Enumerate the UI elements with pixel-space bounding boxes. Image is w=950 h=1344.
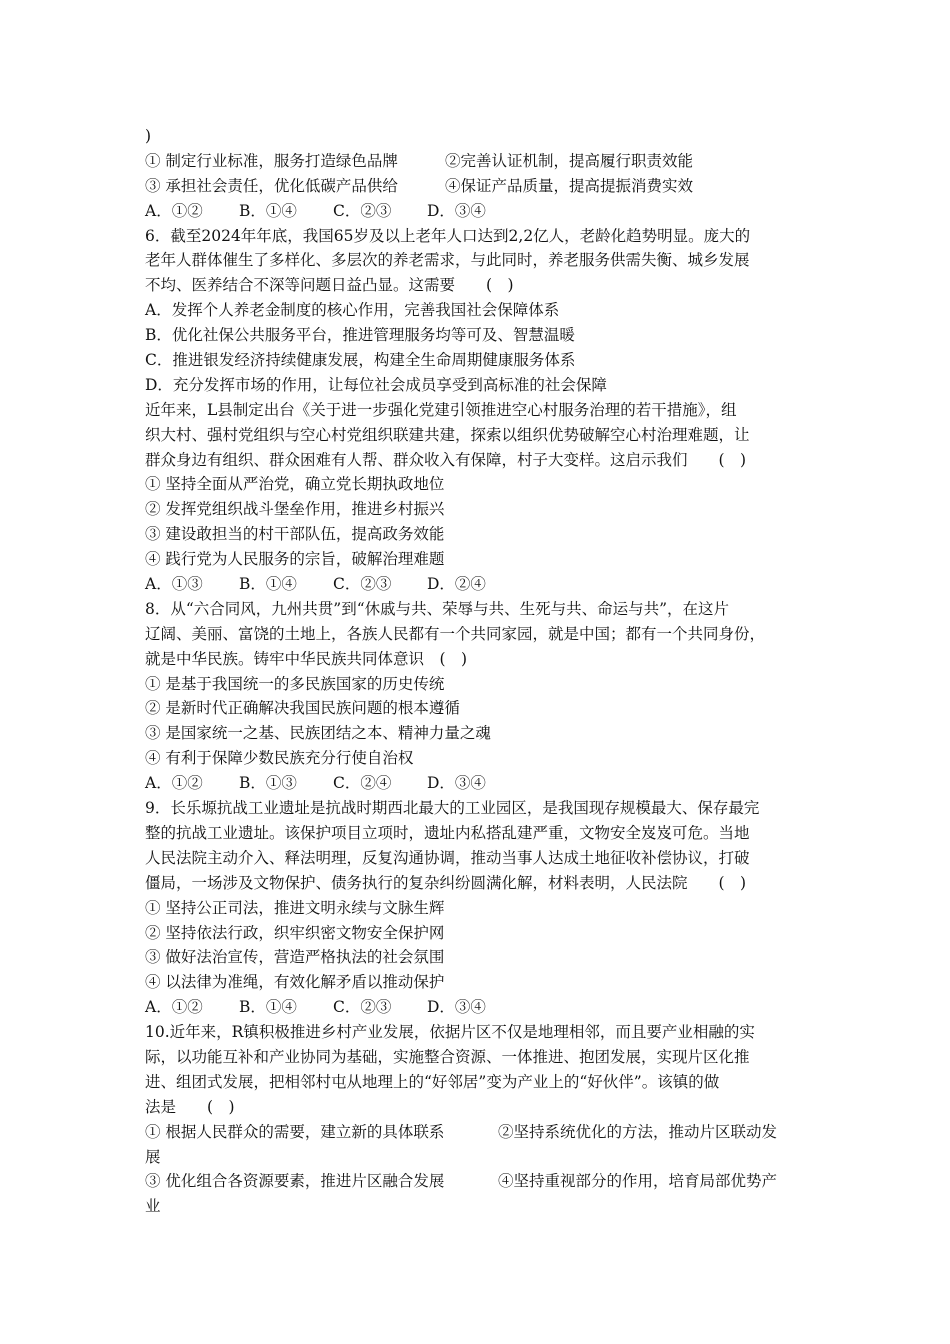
q10-item-4-wrap: 业 bbox=[145, 1197, 161, 1216]
q10-item-4: ④坚持重视部分的作用，培育局部优势产 bbox=[498, 1172, 778, 1191]
q7-option-d[interactable]: D．②④ bbox=[427, 575, 486, 594]
q9-item-2: ② 坚持依法行政，织牢织密文物安全保护网 bbox=[145, 923, 445, 942]
q6-stem-line-3: 不均、医养结合不深等问题日益凸显。这需要 ( ) bbox=[145, 276, 514, 295]
q6-choice-d[interactable]: D．充分发挥市场的作用，让每位社会成员享受到高标准的社会保障 bbox=[145, 375, 607, 394]
q7-option-c[interactable]: C．②③ bbox=[333, 575, 392, 594]
q5-options bbox=[145, 199, 813, 224]
q5-option-b[interactable]: B．①④ bbox=[239, 201, 297, 220]
q5-option-c[interactable]: C．②③ bbox=[333, 201, 392, 220]
q8-item-4: ④ 有利于保障少数民族充分行使自治权 bbox=[145, 749, 414, 768]
q8-item-3: ③ 是国家统一之基、民族团结之本、精神力量之魂 bbox=[145, 724, 491, 743]
q8-option-c[interactable]: C．②④ bbox=[333, 774, 392, 793]
q7-stem-line-3: 群众身边有组织、群众困难有人帮、群众收入有保障，村子大变样。这启示我们 ( ) bbox=[145, 450, 747, 469]
q7-stem-line-2: 织大村、强村党组织与空心村党组织联建共建，探索以组织优势破解空心村治理难题，让 bbox=[145, 425, 750, 444]
q10-item-2: ②坚持系统优化的方法，推动片区联动发 bbox=[498, 1122, 778, 1141]
q8-item-2: ② 是新时代正确解决我国民族问题的根本遵循 bbox=[145, 699, 460, 718]
q9-stem-line-3: 人民法院主动介入、释法明理，反复沟通协调，推动当事人达成土地征收补偿协议，打破 bbox=[145, 848, 750, 867]
q10-item-1: ① 根据人民群众的需要，建立新的具体联系 bbox=[145, 1122, 445, 1141]
q5-item-3: ③ 承担社会责任，优化低碳产品供给 bbox=[145, 176, 398, 195]
q9-options bbox=[145, 995, 813, 1020]
q7-stem-line-1: 近年来，L县制定出台《关于进一步强化党建引领推进空心村服务治理的若干措施》，组 bbox=[145, 400, 737, 419]
q7-option-b[interactable]: B．①④ bbox=[239, 575, 297, 594]
q10-stem-line-1: 10.近年来，R镇积极推进乡村产业发展，依据片区不仅是地理相邻，而且要产业相融的实 bbox=[145, 1023, 755, 1042]
q8-stem-line-1: 8．从“六合同风，九州共贯”到“休戚与共、荣辱与共、生死与共、命运与共”，在这片 bbox=[145, 599, 730, 618]
q5-item-2: ②完善认证机制，提高履行职责效能 bbox=[445, 151, 694, 170]
q5-items-row-2 bbox=[145, 174, 813, 199]
q10-item-3: ③ 优化组合各资源要素，推进片区融合发展 bbox=[145, 1172, 445, 1191]
q6-stem-line-1: 6．截至2024年年底，我国65岁及以上老年人口达到2,2亿人，老龄化趋势明显。庞大的 bbox=[145, 226, 751, 245]
exam-page bbox=[145, 124, 813, 1219]
q6-stem-line-2: 老年人群体催生了多样化、多层次的养老需求，与此同时，养老服务供需失衡、城乡发展 bbox=[145, 251, 750, 270]
q9-stem-line-1: 9．长乐塬抗战工业遗址是抗战时期西北最大的工业园区，是我国现存规模最大、保存最完 bbox=[145, 799, 760, 818]
q8-options bbox=[145, 771, 813, 796]
q5-item-4: ④保证产品质量，提高提振消费实效 bbox=[445, 176, 694, 195]
q6-choice-c[interactable]: C．推进银发经济持续健康发展，构建全生命周期健康服务体系 bbox=[145, 351, 576, 370]
q8-option-a[interactable]: A．①② bbox=[145, 774, 203, 793]
q10-stem-line-2: 际，以功能互补和产业协同为基础，实施整合资源、一体推进、抱团发展，实现片区化推 bbox=[145, 1047, 750, 1066]
q10-items-row-2 bbox=[145, 1169, 813, 1194]
q7-item-3: ③ 建设敢担当的村干部队伍，提高政务效能 bbox=[145, 525, 445, 544]
q6-choice-a[interactable]: A．发挥个人养老金制度的核心作用，完善我国社会保障体系 bbox=[145, 301, 560, 320]
q7-item-2: ② 发挥党组织战斗堡垒作用，推进乡村振兴 bbox=[145, 500, 445, 519]
q7-item-4: ④ 践行党为人民服务的宗旨，破解治理难题 bbox=[145, 550, 445, 569]
q9-option-a[interactable]: A．①② bbox=[145, 998, 203, 1017]
q5-option-a[interactable]: A．①② bbox=[145, 201, 203, 220]
q7-item-1: ① 坚持全面从严治党，确立党长期执政地位 bbox=[145, 475, 445, 494]
q8-stem-line-3: 就是中华民族。铸牢中华民族共同体意识 ( ) bbox=[145, 649, 468, 668]
q9-option-b[interactable]: B．①④ bbox=[239, 998, 297, 1017]
q5-item-1: ① 制定行业标准，服务打造绿色品牌 bbox=[145, 151, 398, 170]
q9-item-4: ④ 以法律为准绳，有效化解矛盾以推动保护 bbox=[145, 973, 445, 992]
q10-stem-line-4: 法是 ( ) bbox=[145, 1097, 235, 1116]
q8-item-1: ① 是基于我国统一的多民族国家的历史传统 bbox=[145, 674, 445, 693]
q8-stem-line-2: 辽阔、美丽、富饶的土地上，各族人民都有一个共同家园，就是中国；都有一个共同身份， bbox=[145, 624, 766, 643]
q7-option-a[interactable]: A．①③ bbox=[145, 575, 203, 594]
q10-items-row-1 bbox=[145, 1120, 813, 1145]
q9-option-d[interactable]: D．③④ bbox=[427, 998, 486, 1017]
q10-stem-line-3: 进、组团式发展，把相邻村屯从地理上的“好邻居”变为产业上的“好伙伴”。该镇的做 bbox=[145, 1072, 720, 1091]
q6-choice-b[interactable]: B．优化社保公共服务平台，推进管理服务均等可及、智慧温暖 bbox=[145, 326, 575, 345]
q10-item-2-wrap: 展 bbox=[145, 1147, 161, 1166]
q9-option-c[interactable]: C．②③ bbox=[333, 998, 392, 1017]
q9-stem-line-4: 僵局，一场涉及文物保护、债务执行的复杂纠纷圆满化解，材料表明，人民法院 ( ) bbox=[145, 873, 747, 892]
q9-item-1: ① 坚持公正司法，推进文明永续与文脉生辉 bbox=[145, 898, 445, 917]
q5-option-d[interactable]: D．③④ bbox=[427, 201, 486, 220]
q8-option-d[interactable]: D．③④ bbox=[427, 774, 486, 793]
q9-stem-line-2: 整的抗战工业遗址。该保护项目立项时，遗址内私搭乱建严重，文物安全岌岌可危。当地 bbox=[145, 823, 750, 842]
q5-stem-tail: ) bbox=[145, 127, 152, 145]
q7-options bbox=[145, 572, 813, 597]
q5-items-row-1 bbox=[145, 149, 813, 174]
q9-item-3: ③ 做好法治宣传，营造严格执法的社会氛围 bbox=[145, 948, 445, 967]
q8-option-b[interactable]: B．①③ bbox=[239, 774, 297, 793]
